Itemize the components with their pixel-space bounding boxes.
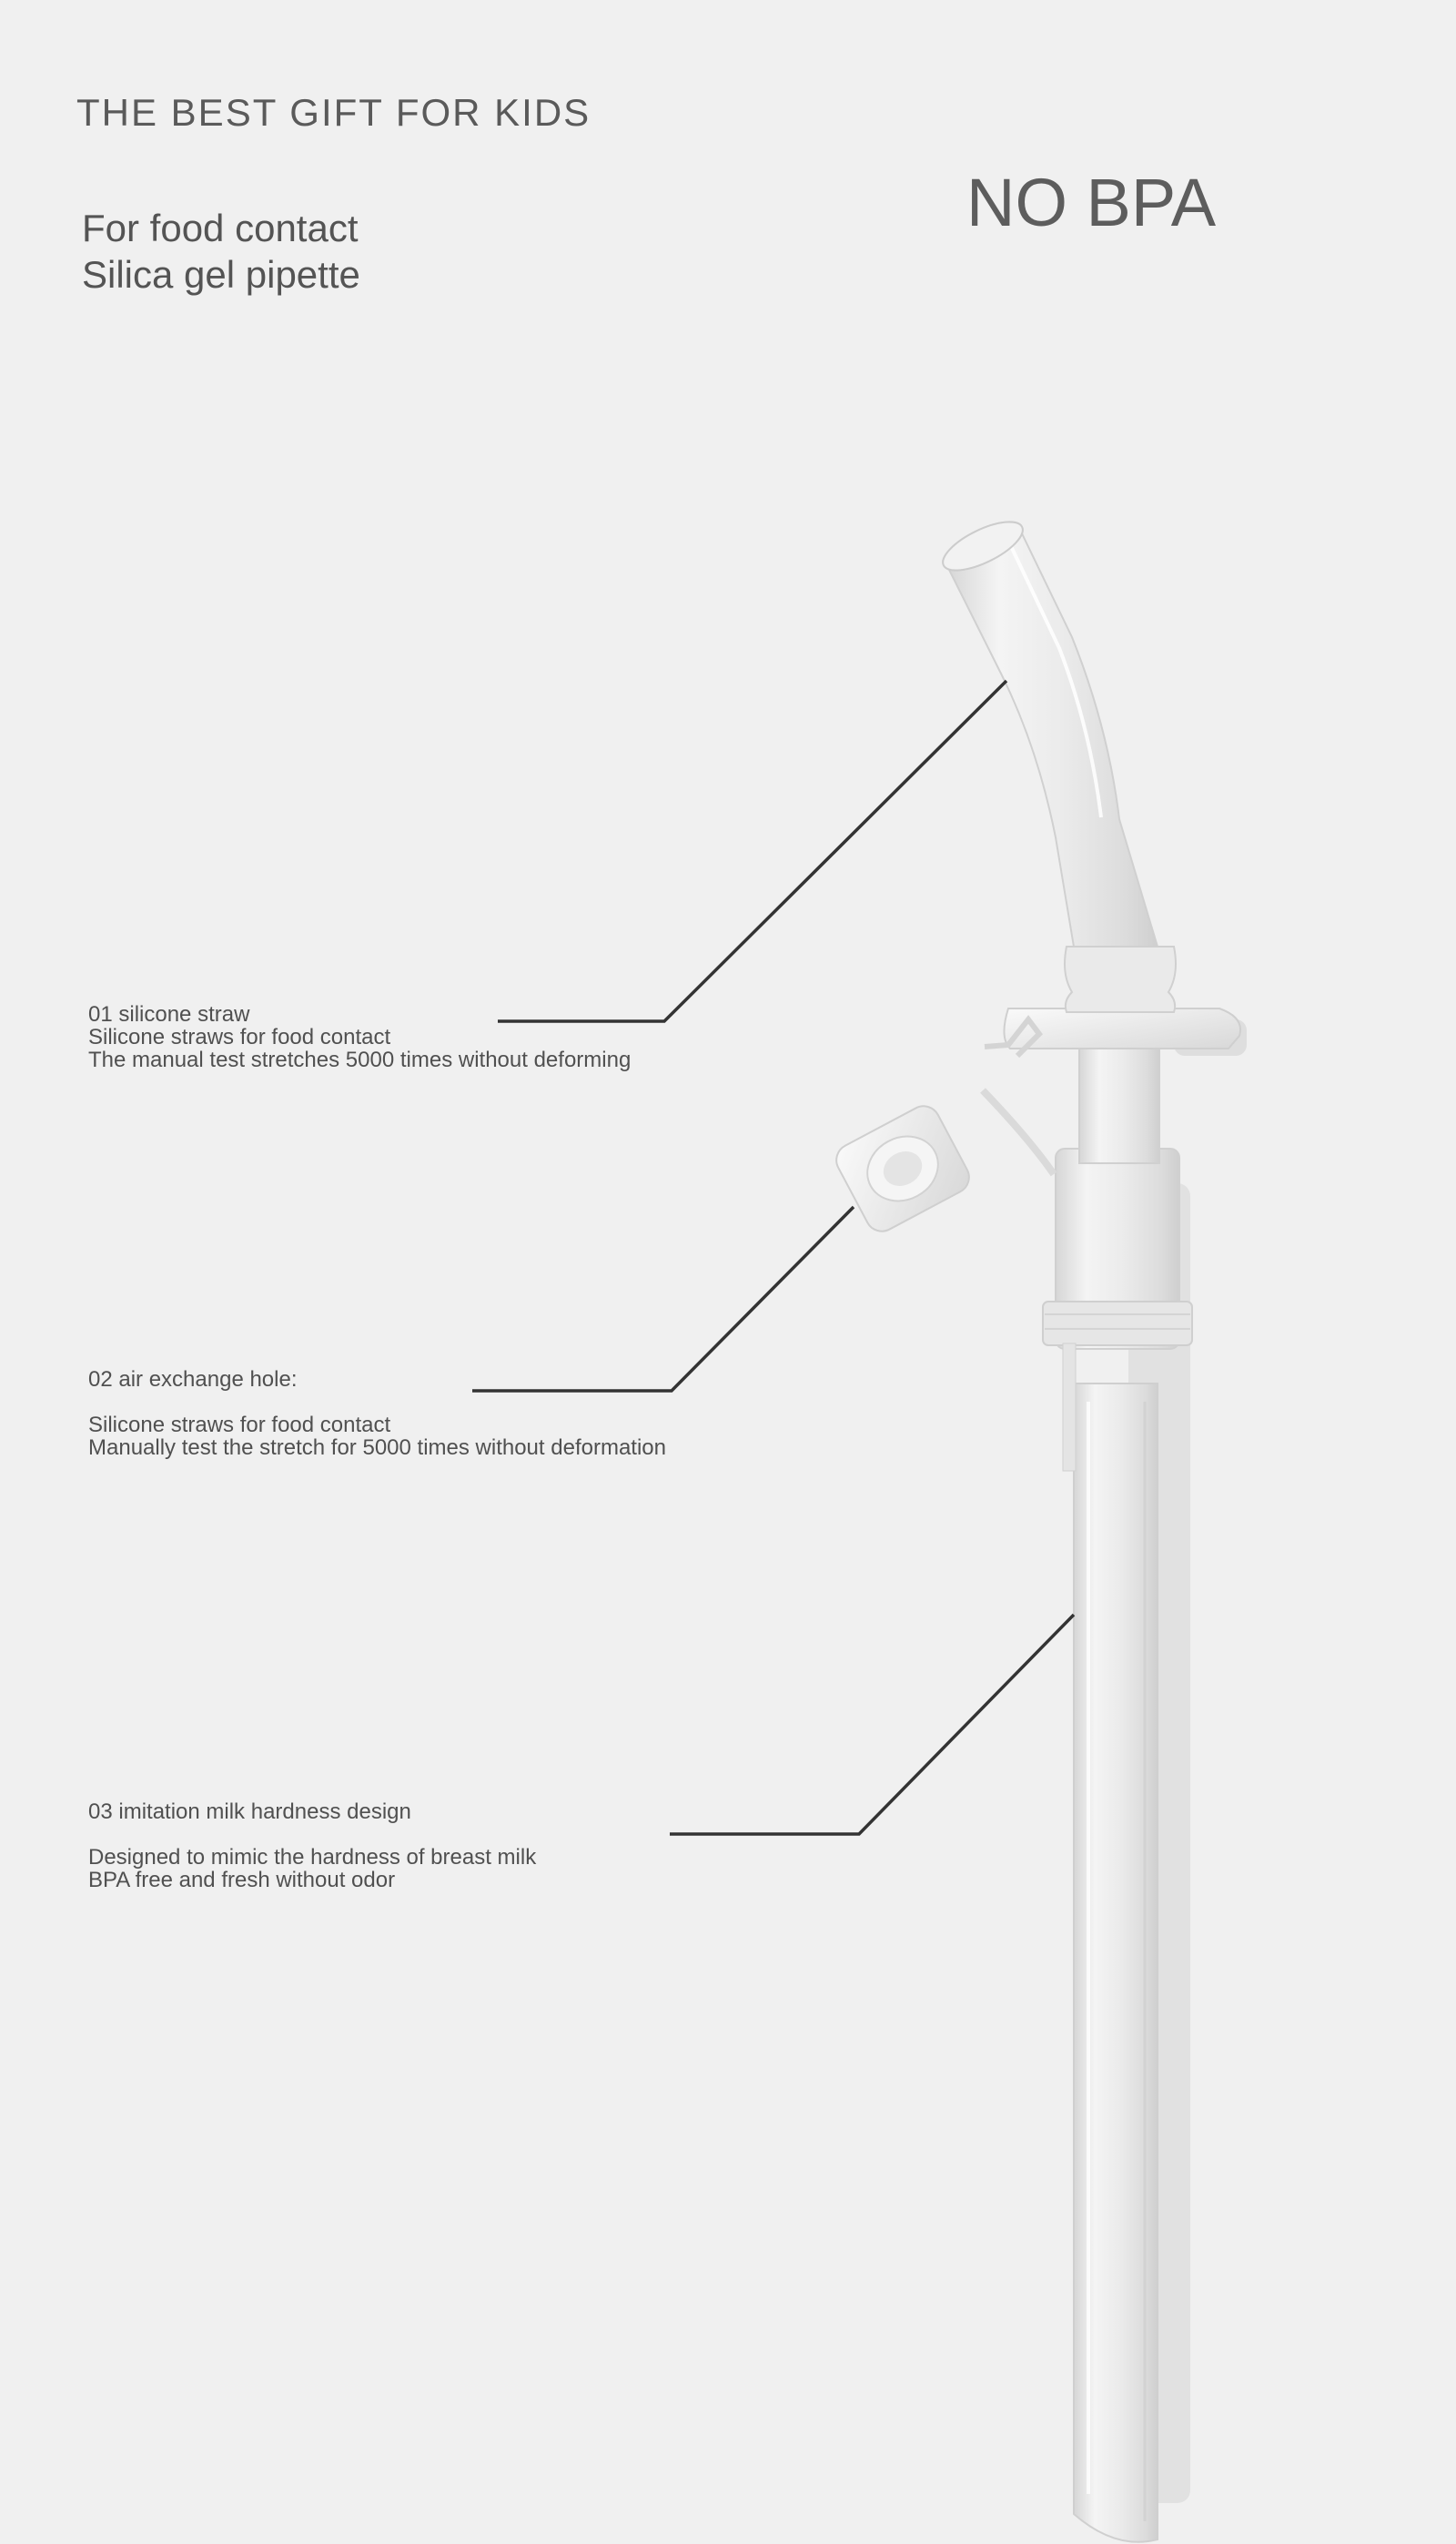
callout-title: 01 silicone straw — [88, 1002, 250, 1027]
subtitle-line-1: For food contact — [82, 207, 359, 249]
leader-line-1 — [498, 681, 1006, 1021]
callout-line: The manual test stretches 5000 times without deforming — [88, 1048, 632, 1072]
air-valve-cap — [831, 1019, 1054, 1237]
callout-title: 03 imitation milk hardness design — [88, 1799, 411, 1824]
straw-mouthpiece — [936, 512, 1158, 947]
callout-line: Silicone straws for food contact — [88, 1025, 391, 1049]
leader-line-3 — [670, 1615, 1074, 1834]
callout-title: 02 air exchange hole: — [88, 1367, 298, 1392]
callout-air-exchange-hole — [88, 1368, 666, 1459]
callout-line: Designed to mimic the hardness of breast milk — [88, 1845, 537, 1870]
callout-silicone-straw — [88, 1003, 631, 1071]
callout-line: Manually test the stretch for 5000 times without deformation — [88, 1435, 666, 1460]
callout-line: BPA free and fresh without odor — [88, 1868, 396, 1892]
leader-line-2 — [472, 1207, 854, 1391]
callout-milk-hardness — [88, 1800, 536, 1891]
straw-tube — [1074, 1383, 1158, 2542]
subtitle-line-2: Silica gel pipette — [82, 253, 360, 296]
eyebrow-heading: THE BEST GIFT FOR KIDS — [76, 91, 592, 134]
no-bpa-badge: NO BPA — [966, 165, 1217, 240]
callout-line: Silicone straws for food contact — [88, 1413, 391, 1437]
